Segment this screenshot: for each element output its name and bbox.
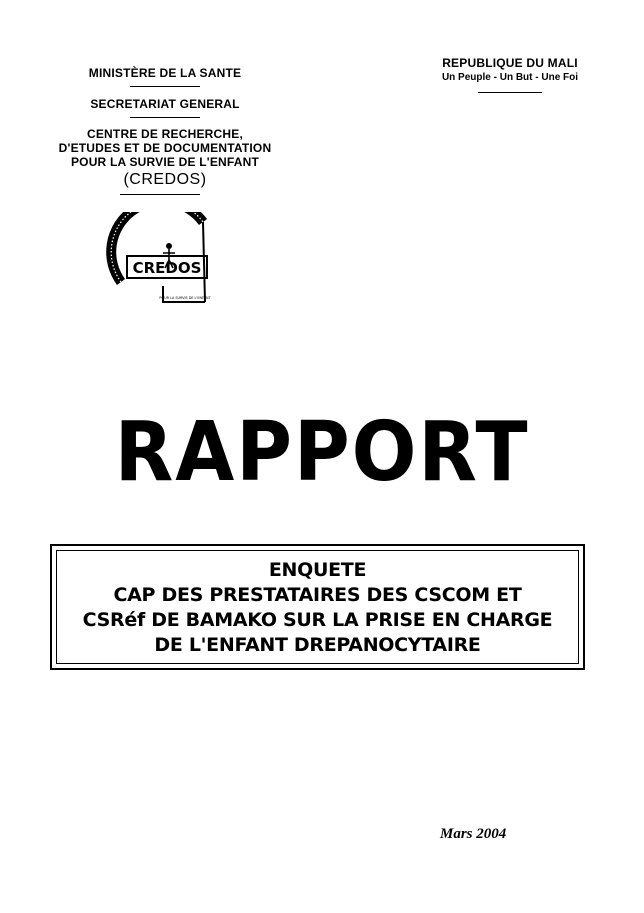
motto: Un Peuple - Un But - Une Foi [441,72,579,83]
credos-acronym: (CREDOS) [123,171,207,188]
centre-line: CENTRE DE RECHERCHE, [86,127,243,141]
centre-block [40,127,290,169]
divider [478,92,542,93]
credos-logo [103,212,213,307]
logo-side [203,222,205,302]
divider [130,86,200,87]
subtitle-line: DE L'ENFANT DREPANOCYTAIRE [154,634,481,656]
divider [130,117,200,118]
ministry-label: MINISTÈRE DE LA SANTE [88,66,242,80]
logo-bottom-text: POUR LA SURVIE DE L'ENFANT [159,296,211,300]
subtitle-line: ENQUETE [268,559,367,581]
secretariat-label: SECRETARIAT GENERAL [90,97,240,111]
divider [120,194,200,195]
logo-figure-head [166,243,172,249]
centre-line: D'ETUDES ET DE DOCUMENTATION [58,141,272,155]
document-title: RAPPORT [114,405,530,500]
subtitle-line: CAP DES PRESTATAIRES DES CSCOM ET [113,584,522,606]
subtitle-line: CSRéf DE BAMAKO SUR LA PRISE EN CHARGE [82,609,553,631]
centre-line: POUR LA SURVIE DE L'ENFANT [70,155,260,169]
republic-label: REPUBLIQUE DU MALI [442,56,578,70]
document-date: Mars 2004 [440,826,507,842]
subtitle-box [50,544,585,670]
subtitle-box-inner [56,550,579,664]
logo-wordmark: CREDOS [132,259,202,277]
